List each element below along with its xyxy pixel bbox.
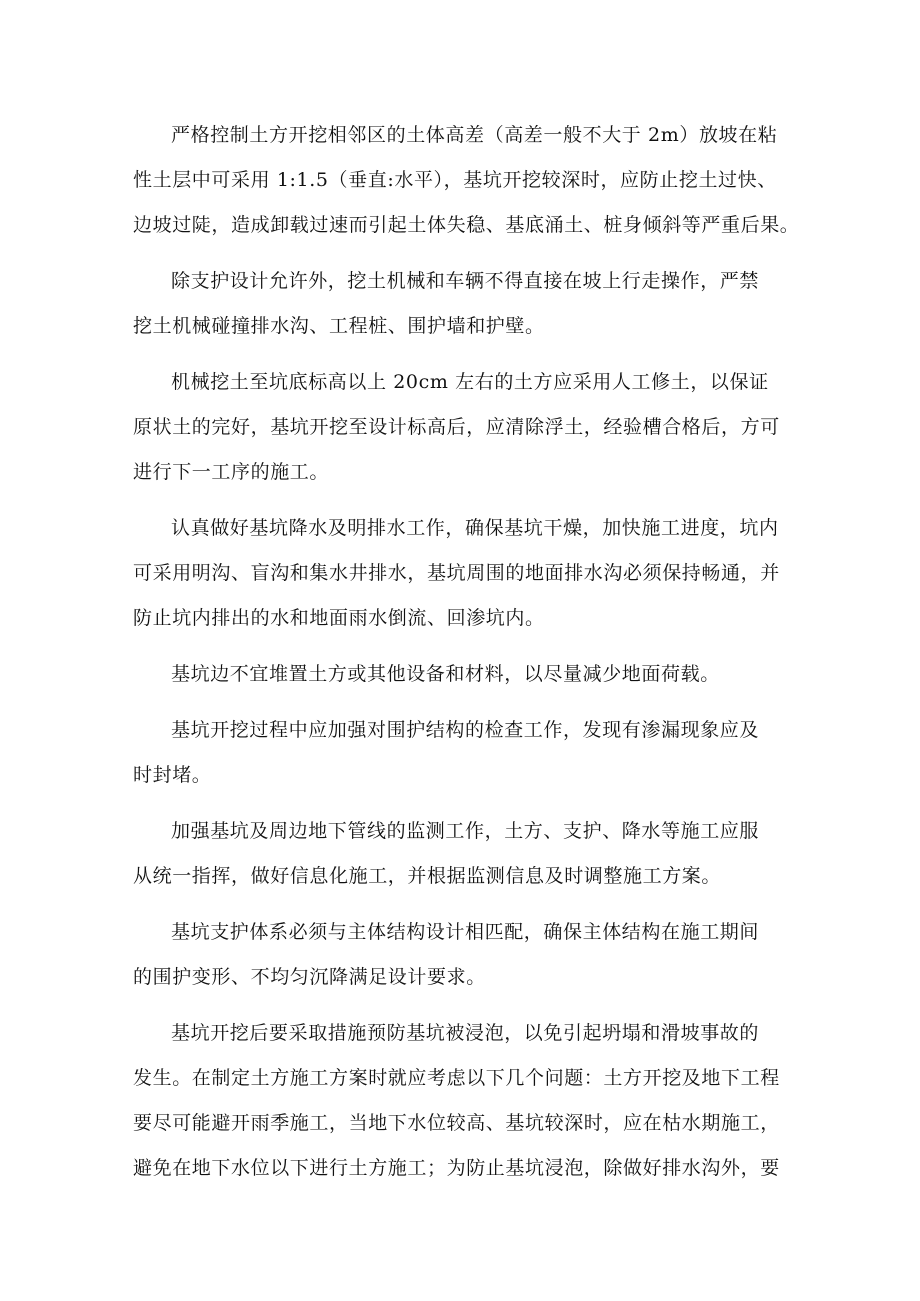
text-line: 的围护变形、不均匀沉降满足设计要求。 <box>133 966 486 988</box>
text-line: 基坑支护体系必须与主体结构设计相匹配，确保主体结构在施工期间 <box>171 921 760 943</box>
paragraph <box>133 259 793 349</box>
paragraph <box>133 1011 793 1191</box>
text-line: 发生。在制定土方施工方案时就应考虑以下几个问题：土方开挖及地下工程 <box>133 1067 780 1089</box>
text-line: 可采用明沟、盲沟和集水井排水，基坑周围的地面排水沟必须保持畅通，并 <box>133 562 780 584</box>
paragraph <box>133 360 793 495</box>
text-line: 避免在地下水位以下进行土方施工；为防止基坑浸泡，除做好排水沟外，要 <box>133 1157 780 1179</box>
text-line: 性土层中可采用 1:1.5（垂直:水平），基坑开挖较深时，应防止挖土过快、 <box>133 169 777 191</box>
paragraph <box>133 506 793 641</box>
text-line: 时封堵。 <box>133 764 212 786</box>
text-line: 基坑开挖过程中应加强对围护结构的检查工作，发现有渗漏现象应及 <box>171 719 760 741</box>
text-line: 机械挖土至坑底标高以上 20cm 左右的土方应采用人工修土，以保证 <box>171 371 769 393</box>
document-body <box>133 113 800 1202</box>
paragraph <box>133 809 793 899</box>
text-line: 进行下一工序的施工。 <box>133 461 330 483</box>
text-line: 认真做好基坑降水及明排水工作，确保基坑干燥，加快施工进度，坑内 <box>171 517 779 539</box>
paragraph <box>133 652 793 697</box>
text-line: 严格控制土方开挖相邻区的土体高差（高差一般不大于 2m）放坡在粘 <box>171 124 778 146</box>
paragraph <box>133 910 793 1000</box>
text-line: 防止坑内排出的水和地面雨水倒流、回渗坑内。 <box>133 607 545 629</box>
text-line: 边坡过陡，造成卸载过速而引起土体失稳、基底涌土、桩身倾斜等严重后果。 <box>133 214 800 236</box>
text-line: 从统一指挥，做好信息化施工，并根据监测信息及时调整施工方案。 <box>133 865 722 887</box>
text-line: 要尽可能避开雨季施工，当地下水位较高、基坑较深时，应在枯水期施工， <box>133 1112 780 1134</box>
text-line: 加强基坑及周边地下管线的监测工作，土方、支护、降水等施工应服 <box>171 820 760 842</box>
paragraph <box>133 708 793 798</box>
text-line: 挖土机械碰撞排水沟、工程桩、围护墙和护壁。 <box>133 315 545 337</box>
text-line: 基坑边不宜堆置土方或其他设备和材料，以尽量减少地面荷载。 <box>171 663 720 685</box>
paragraph <box>133 113 800 248</box>
text-line: 除支护设计允许外，挖土机械和车辆不得直接在坡上行走操作，严禁 <box>171 270 760 292</box>
text-line: 原状土的完好，基坑开挖至设计标高后，应清除浮土，经验槽合格后，方可 <box>133 416 780 438</box>
text-line: 基坑开挖后要采取措施预防基坑被浸泡，以免引起坍塌和滑坡事故的 <box>171 1022 760 1044</box>
